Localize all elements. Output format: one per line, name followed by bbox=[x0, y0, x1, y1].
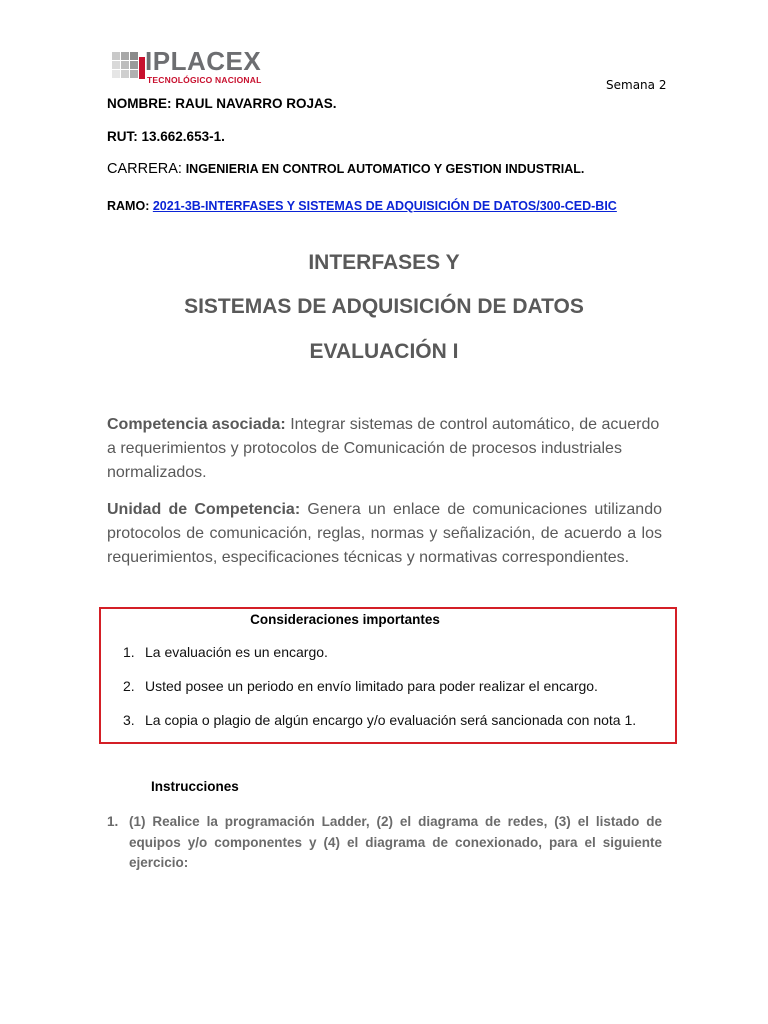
list-item-text: La copia o plagio de algún encargo y/o evaluación será sancionada con nota 1. bbox=[145, 712, 637, 728]
career-value: INGENIERIA EN CONTROL AUTOMATICO Y GESTION INDUSTRIAL. bbox=[185, 162, 585, 176]
rut-value: 13.662.653-1. bbox=[141, 129, 225, 144]
iplacex-logo bbox=[112, 46, 272, 90]
list-item-text: La evaluación es un encargo. bbox=[145, 644, 328, 660]
logo-tile bbox=[130, 70, 138, 78]
career-label: CARRERA: bbox=[107, 161, 182, 177]
course-label: RAMO: bbox=[107, 199, 150, 213]
instruction-item bbox=[107, 812, 662, 874]
competencia-paragraph bbox=[107, 413, 662, 485]
competencia-label: Competencia asociada: bbox=[107, 416, 286, 433]
list-item bbox=[123, 678, 598, 694]
unidad-text: Genera un enlace de comunicaciones utilizando protocolos de comunicación, reglas, normas y señalización, de acuerdo a los requerimientos, especificaciones técnicas y normativas correspondientes. bbox=[107, 501, 662, 566]
title-line-2: SISTEMAS DE ADQUISICIÓN DE DATOS bbox=[184, 295, 584, 318]
logo-tile bbox=[121, 52, 129, 60]
title-line-1: INTERFASES Y bbox=[308, 251, 460, 274]
logo-tile bbox=[112, 70, 120, 78]
considerations-title: Consideraciones importantes bbox=[250, 612, 440, 627]
student-rut-line bbox=[107, 129, 225, 144]
course-line bbox=[107, 198, 662, 215]
list-item-text: Usted posee un periodo en envío limitado para poder realizar el encargo. bbox=[145, 678, 598, 694]
name-label: NOMBRE: bbox=[107, 96, 172, 111]
list-item bbox=[123, 712, 636, 728]
competencia-text: Integrar sistemas de control automático, de acuerdo a requerimientos y protocolos de Comunicación de procesos industriales normalizados. bbox=[107, 416, 660, 481]
student-career-line bbox=[107, 161, 584, 177]
list-item-number: 1. bbox=[123, 644, 135, 660]
student-name-line bbox=[107, 96, 337, 111]
instruction-number: 1. bbox=[107, 814, 119, 829]
list-item-number: 2. bbox=[123, 678, 135, 694]
considerations-box bbox=[99, 607, 677, 744]
logo-tile bbox=[112, 52, 120, 60]
list-item-number: 3. bbox=[123, 712, 135, 728]
logo-tile bbox=[112, 61, 120, 69]
unidad-paragraph bbox=[107, 498, 662, 570]
logo-tile bbox=[130, 52, 138, 60]
title-line-3: EVALUACIÓN I bbox=[309, 340, 459, 363]
list-item bbox=[123, 644, 328, 660]
name-value: RAUL NAVARRO ROJAS. bbox=[175, 96, 337, 111]
rut-label: RUT: bbox=[107, 129, 138, 144]
logo-tile bbox=[121, 61, 129, 69]
course-link[interactable]: 2021-3B-INTERFASES Y SISTEMAS DE ADQUISICIÓN DE DATOS/300-CED-BIC bbox=[152, 199, 617, 213]
logo-tagline: TECNOLÓGICO NACIONAL bbox=[147, 75, 262, 85]
instructions-heading: Instrucciones bbox=[151, 779, 239, 794]
instruction-text: (1) Realice la programación Ladder, (2) el diagrama de redes, (3) el listado de equipos y/o componentes y (4) el diagrama de conexionado, para el siguiente ejercicio: bbox=[129, 814, 662, 870]
unidad-label: Unidad de Competencia: bbox=[107, 501, 301, 518]
week-label: Semana 2 bbox=[606, 78, 667, 92]
logo-tile bbox=[121, 70, 129, 78]
logo-tile bbox=[130, 61, 138, 69]
logo-wordmark: IPLACEX bbox=[145, 46, 262, 76]
logo-mosaic-icon bbox=[112, 52, 146, 86]
